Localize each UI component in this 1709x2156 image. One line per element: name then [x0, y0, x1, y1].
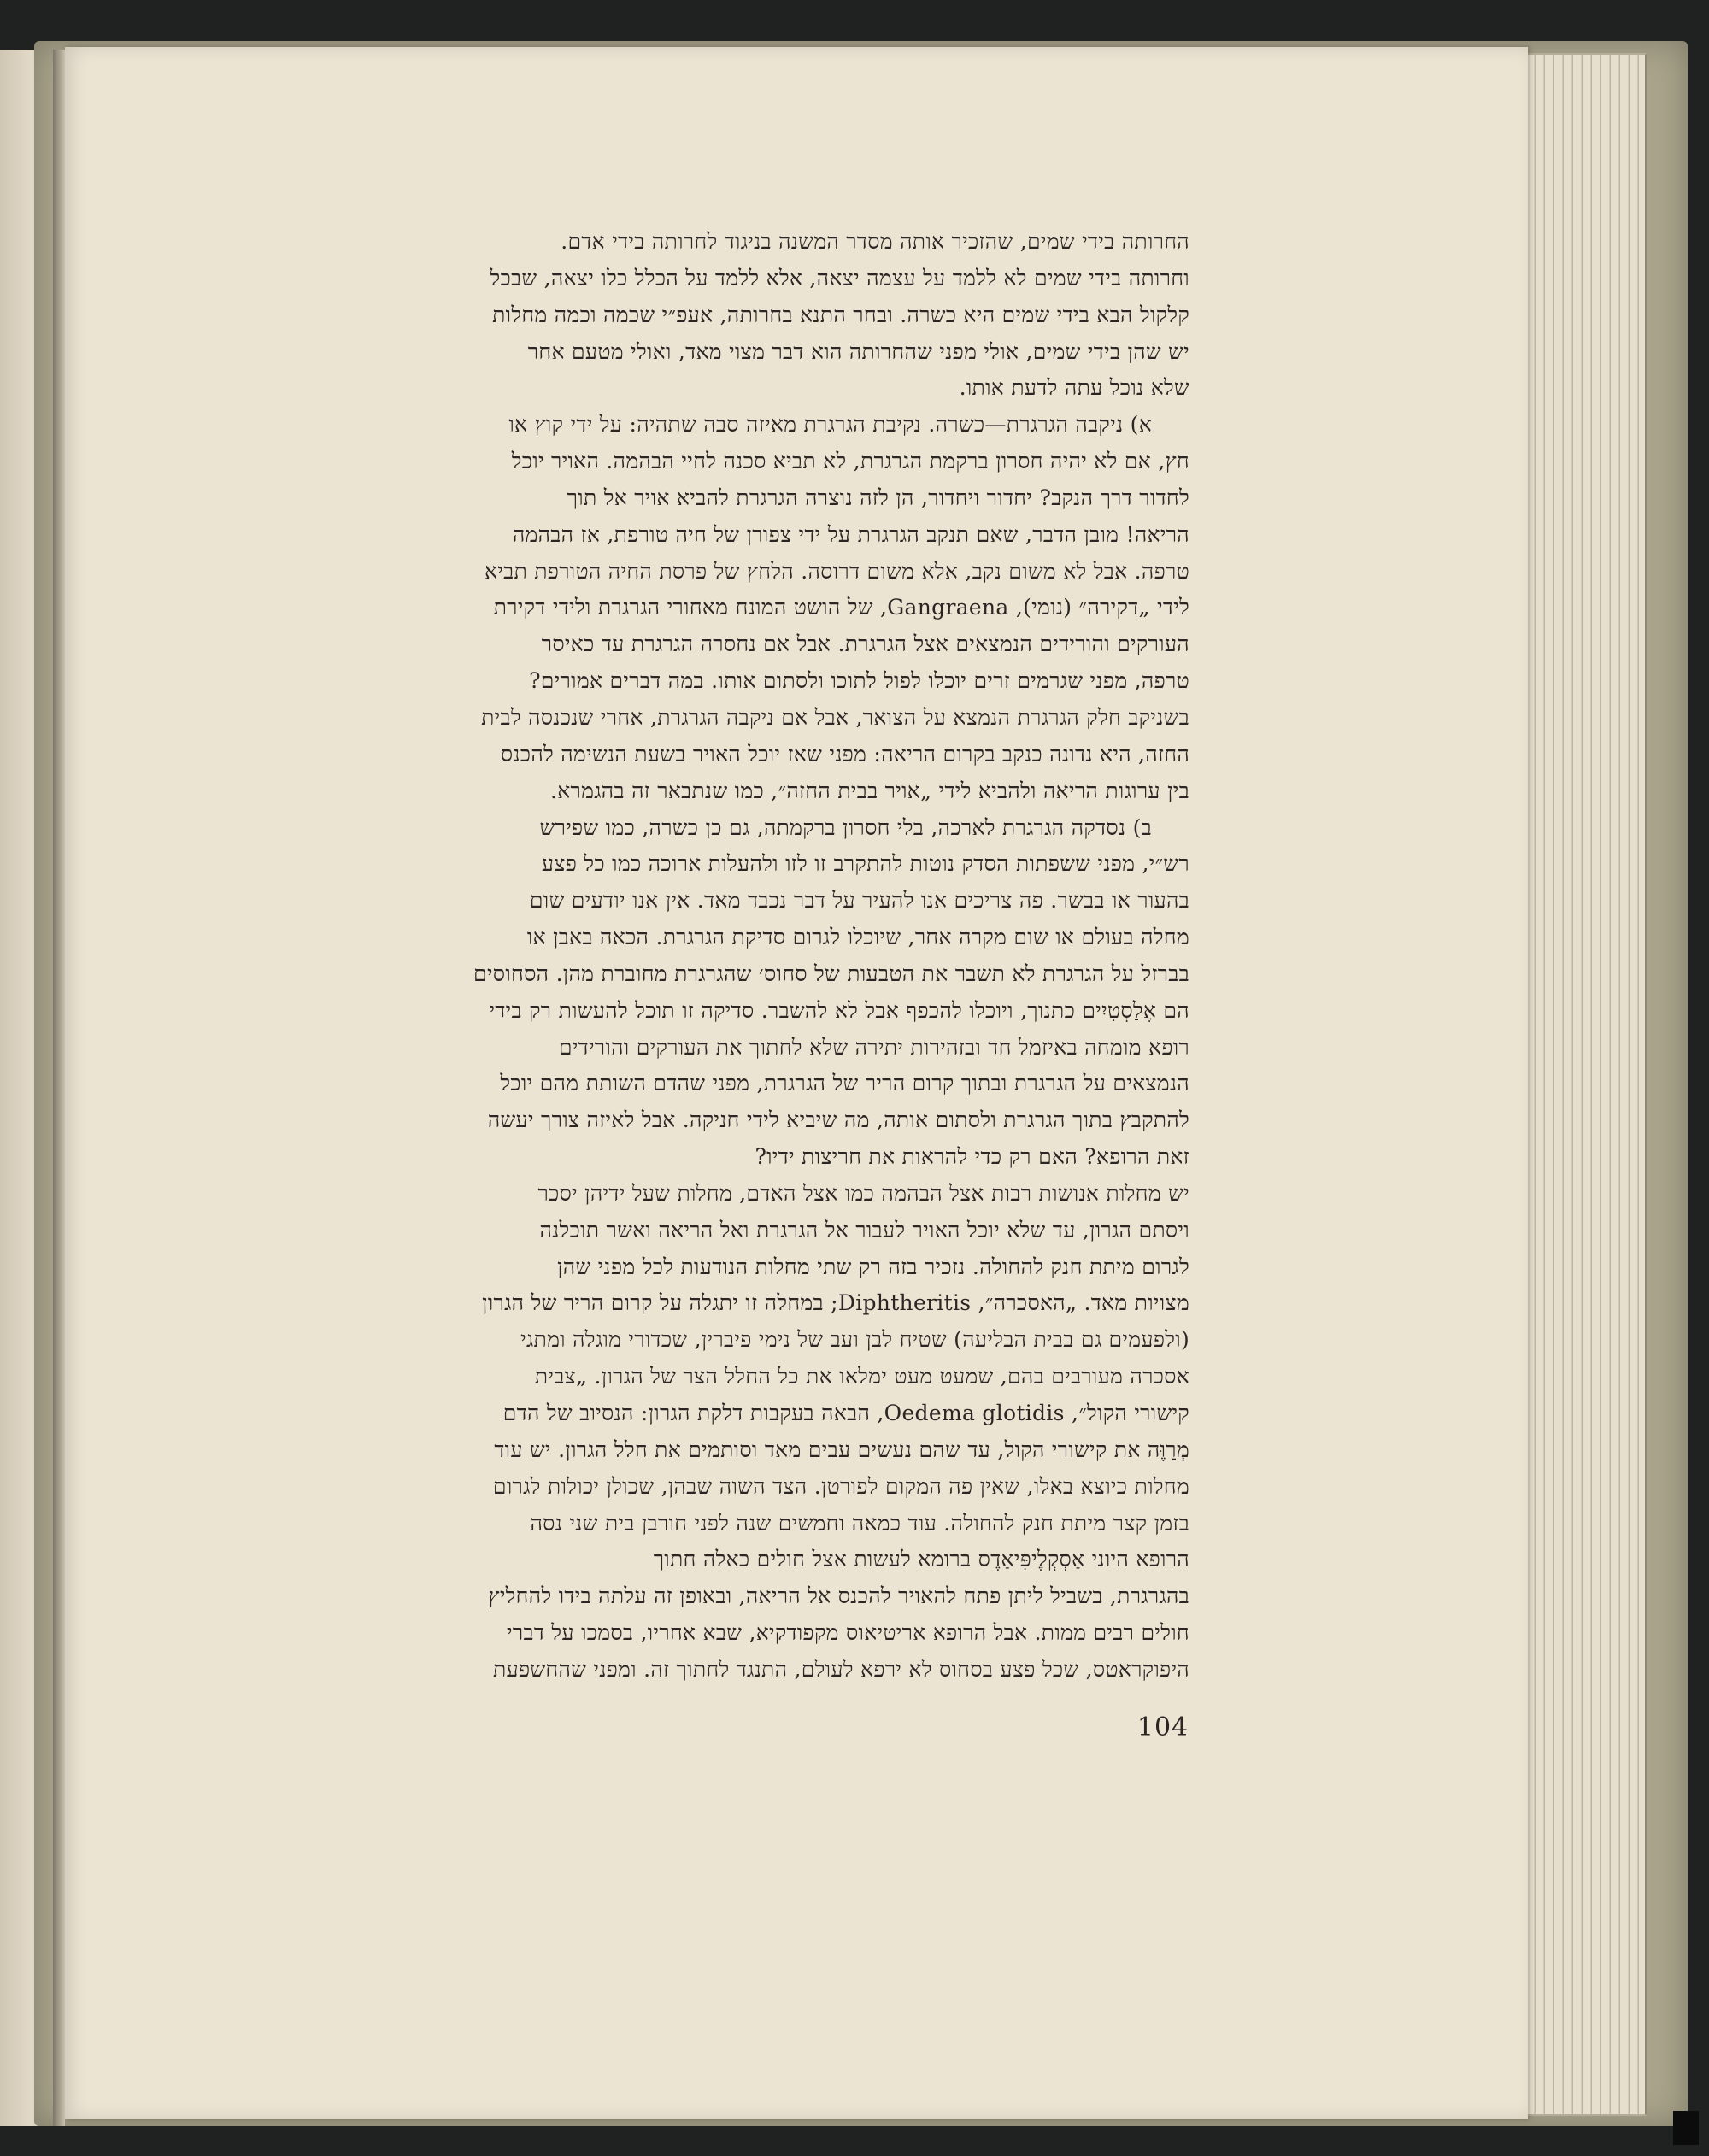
- text-line: בשניקב חלק הגרגרת הנמצא על הצואר, אבל אם ניקבה הגרגרת, אחרי שנכנסה לבית: [481, 704, 1189, 730]
- text-line: לחדור דרך הנקב? יחדור ויחדור, הן לזה נוצרה הגרגרת להביא אויר אל תוך: [567, 485, 1189, 510]
- text-line: מחלות כיוצא באלו, שאין פה המקום לפורטן. הצד השוה שבהן, שכולן יכולות לגרום: [492, 1473, 1189, 1499]
- text-line: בין ערוגות הריאה ולהביא לידי „אויר בבית החזה״, כמו שנתבאר זה בהגמרא.: [550, 778, 1189, 803]
- text-line: בהגרגרת, בשביל ליתן פתח להאויר להכנס אל הריאה, ובאופן זה עלתה בידו להחליץ: [488, 1583, 1189, 1609]
- scan-corner: [1673, 2111, 1699, 2145]
- text-line: בברזל על הגרגרת לא תשבר את הטבעות של סחוס׳ שהגרגרת מחוברת מהן. הסחוסים: [473, 961, 1189, 986]
- text-line: החרותה בידי שמים, שהזכיר אותה מסדר המשנה בניגוד לחרותה בידי אדם.: [561, 229, 1189, 254]
- text-line: העורקים והורידים הנמצאים אצל הגרגרת. אבל אם נחסרה הגרגרת עד כאיסר: [541, 632, 1189, 657]
- text-line: מְרַוֶּה את קישורי הקול, עד שהם נעשים עבים מאד וסותמים את חלל הגרון. יש עוד: [494, 1436, 1189, 1462]
- text-line: הריאה! מובן הדבר, שאם תנקב הגרגרת על ידי צפורן של חיה טורפת, אז הבהמה: [512, 521, 1189, 547]
- text-line: יש מחלות אנושות רבות אצל הבהמה כמו אצל האדם, מחלות שעל ידיהן יסכר: [537, 1180, 1189, 1206]
- page-text: [156, 224, 1189, 1689]
- text-line: קלקול הבא בידי שמים היא כשרה. ובחר התנא בחרותה, אעפ״י שכמה וכמה מחלות: [492, 302, 1189, 327]
- text-line: היפוקראטס, שכל פצע בסחוס לא ירפא לעולם, התנגד לחתוך זה. ומפני שהחשפעת: [492, 1656, 1189, 1682]
- text-line: טרפה. אבל לא משום נקב, אלא משום דרוסה. הלחץ של פרסת החיה הטורפת תביא: [484, 558, 1189, 584]
- text-line: מחלה בעולם או שום מקרה אחר, שיוכלו לגרום סדיקת הגרגרת. הכאה באבן או: [526, 925, 1189, 950]
- text-line: טרפה, מפני שגרמים זרים יוכלו לפול לתוכו ולסתום אותו. במה דברים אמורים?: [529, 668, 1189, 694]
- text-line: הרופא היוני אַסְקְלֶיפִּיאַדֶס ברומא לעשות אצל חולים כאלה חתוך: [653, 1547, 1189, 1572]
- text-line: רש״י, מפני ששפתות הסדק נוטות להתקרב זו לזו ולהעלות ארוכה כמו כל פצע: [541, 851, 1189, 877]
- text-line: החזה, היא נדונה כנקב בקרום הריאה: מפני שאז יוכל האויר בשעת הנשימה להכנס: [500, 741, 1189, 767]
- text-line: רופא מומחה באיזמל חד ובזהירות יתירה שלא לחתוך את העורקים והורידים: [558, 1034, 1189, 1060]
- text-line: חץ, אם לא יהיה חסרון ברקמת הגרגרת, לא תביא סכנה לחיי הבהמה. האויר יוכל: [511, 449, 1189, 474]
- text-line: הם אֶלַסְטִיִים כתנוך, ויוכלו להכפף אבל לא להשבר. סדיקה זו תוכל להעשות רק בידי: [489, 997, 1189, 1023]
- text-line: ויסתם הגרון, עד שלא יוכל האויר לעבור אל הגרגרת ואל הריאה ואשר תוכלנה: [539, 1217, 1189, 1242]
- page-edges: [1517, 53, 1647, 2116]
- text-line: זאת הרופא? האם רק כדי להראות את חריצות ידיו?: [755, 1144, 1189, 1170]
- book-gutter: [53, 50, 65, 2126]
- text-line: מצויות מאד. „האסכרה״, Diphtheritis; במחלה זו יתגלה על קרום הריר של הגרון: [482, 1290, 1189, 1316]
- text-line: קישורי הקול״, Oedema glotidis, הבאה בעקבות דלקת הגרון: הנסיוב של הדם: [502, 1401, 1189, 1425]
- text-line: לגרום מיתת חנק להחולה. נזכיר בזה רק שתי מחלות הנודעות לכל מפני שהן: [557, 1254, 1189, 1279]
- text-line: א) ניקבה הגרגרת—כשרה. נקיבת הגרגרת מאיזה סבה שתהיה: על ידי קוץ או: [508, 412, 1152, 438]
- text-line: חולים רבים ממות. אבל הרופא אריטיאוס מקפודקיא, שבא אחריו, בסמכו על דברי: [507, 1620, 1189, 1646]
- text-line: הנמצאים על הגרגרת ובתוך קרום הריר של הגרגרת, מפני שהדם השותת מהם יוכל: [500, 1071, 1189, 1096]
- text-line: (ולפעמים גם בבית הבליעה) שטיח לבן ועב של נימי פיברין, שכדורי מוגלה ומתגי: [520, 1327, 1189, 1353]
- text-line: שלא נוכל עתה לדעת אותו.: [959, 375, 1189, 401]
- text-line: לידי „דקירה״ (נומי), Gangraena, של הושט המונח מאחורי הגרגרת ולידי דקירת: [493, 595, 1189, 620]
- text-line: וחרותה בידי שמים לא ללמד על עצמה יצאה, אלא ללמד על הכלל כלו יצאה, שבכל: [490, 265, 1189, 291]
- text-line: ב) נסדקה הגרגרת לארכה, בלי חסרון ברקמתה, גם כן כשרה, כמו שפירש: [539, 814, 1152, 840]
- page-number: 104: [1136, 1712, 1189, 1742]
- text-line: יש שהן בידי שמים, אולי מפני שהחרותה הוא דבר מצוי מאד, ואולי מטעם אחר: [527, 338, 1189, 364]
- text-line: אסכרה מעורבים בהם, שמעט מעט ימלאו את כל החלל הצר של הגרון. „צבית: [534, 1364, 1189, 1389]
- text-line: להתקבץ בתוך הגרגרת ולסתום אותה, מה שיביא לידי חניקה. אבל לאיזה צורך יעשה: [487, 1107, 1189, 1133]
- text-line: בהעור או בבשר. פה צריכים אנו להעיר על דבר נכבד מאד. אין אנו יודעים שום: [529, 888, 1189, 914]
- text-line: בזמן קצר מיתת חנק להחולה. עוד כמאה וחמשים שנה לפני חורבן בית שני נסה: [530, 1510, 1189, 1536]
